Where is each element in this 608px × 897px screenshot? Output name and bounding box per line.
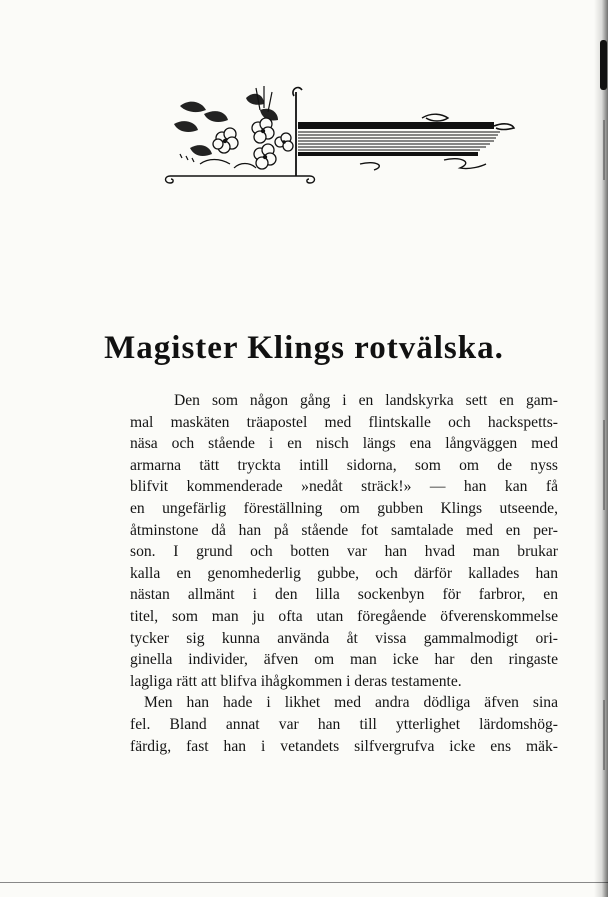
text-line: lagliga rätt att blifva ihågkommen i deras testamente. bbox=[130, 672, 462, 690]
chapter-title: Magister Klings rotvälska. bbox=[104, 330, 504, 366]
text-line: åtminstone då han på stående fot samtalade med en per- bbox=[130, 521, 558, 539]
body-text bbox=[130, 390, 558, 757]
page-bottom-rule bbox=[0, 882, 608, 883]
text-line: blifvit kommenderade »nedåt sträck!» — han kan få bbox=[130, 478, 558, 496]
text-line: Men han hade i likhet med andra dödliga äfven sina bbox=[144, 694, 558, 712]
text-line: mal maskäten träapostel med flintskalle och hackspetts- bbox=[130, 413, 558, 431]
text-line: ginella individer, äfven om man icke har den ringaste bbox=[130, 651, 558, 669]
text-line: titel, som man ju ofta utan föregående öfverenskommelse bbox=[130, 607, 558, 625]
text-line: nästan allmänt i den lilla sockenbyn för farbror, en bbox=[130, 586, 558, 604]
text-line: son. I grund och botten var han hvad man brukar bbox=[130, 543, 558, 561]
page-edge-shadow bbox=[594, 0, 608, 897]
text-line: färdig, fast han i vetandets silfvergrufva icke ens mäk- bbox=[130, 737, 558, 755]
text-line: armarna tätt tryckta intill sidorna, som om de nyss bbox=[130, 456, 558, 474]
text-line: Den som någon gång i en landskyrka sett en gam- bbox=[174, 392, 558, 409]
page-edge-speckle bbox=[603, 700, 605, 770]
text-line: en ungefärlig föreställning om gubben Klings utseende, bbox=[130, 499, 558, 517]
page-edge-speckle bbox=[603, 420, 605, 510]
text-line: tycker sig kunna använda åt vissa gammalmodigt ori- bbox=[130, 629, 558, 647]
page-edge-mark bbox=[600, 40, 607, 90]
text-line: kalla en genomhederlig gubbe, och därför kallades han bbox=[130, 564, 558, 582]
page-edge-speckle bbox=[603, 120, 605, 180]
text-line: näsa och stående i en nisch längs ena långväggen med bbox=[130, 435, 558, 453]
floral-headpiece-ornament bbox=[160, 84, 520, 190]
text-line: fel. Bland annat var han till ytterlighet lärdomshög- bbox=[130, 715, 558, 733]
